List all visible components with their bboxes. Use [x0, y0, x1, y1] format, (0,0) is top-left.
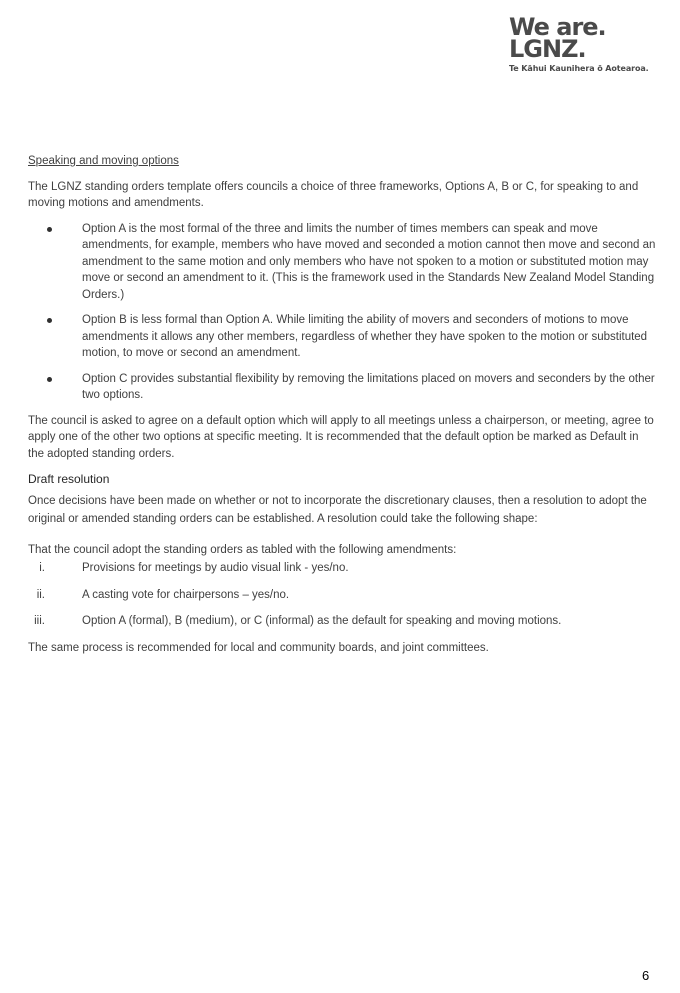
default-option-paragraph: The council is asked to agree on a default option which will apply to all meetings unless a chairperson, or meeting, agree to apply one of the other two options at specific meeting. It is recommended that the default option be marked as Default in the adopted standing orders. [28, 414, 654, 460]
bullet-icon [47, 377, 52, 382]
draft-closing: The same process is recommended for local and community boards, and joint committees. [28, 641, 489, 654]
amendment-number: iii. [34, 615, 45, 627]
draft-resolution-heading: Draft resolution [28, 472, 110, 486]
option-a-bullet [28, 221, 656, 304]
speaking-options-heading: Speaking and moving options [28, 155, 179, 167]
logo-tagline: Te Kāhui Kaunihera ō Aotearoa. [509, 64, 649, 73]
amendments-list [28, 560, 656, 630]
amendment-item [28, 560, 656, 577]
option-b-bullet [28, 312, 656, 362]
option-c-bullet [28, 371, 656, 404]
amendment-number: i. [39, 562, 45, 574]
resolution-lead: That the council adopt the standing orders as tabled with the following amendments: [28, 543, 457, 556]
options-bullet-list [28, 221, 656, 404]
speaking-options-intro: The LGNZ standing orders template offers councils a choice of three frameworks, Options A, B or C, for speaking to and moving motions and amendments. [28, 180, 639, 209]
option-c-text: Option C provides substantial flexibility by removing the limitations placed on movers and seconders by the other two options. [82, 372, 655, 401]
page-number: 6 [642, 968, 650, 983]
amendment-text: A casting vote for chairpersons – yes/no. [82, 588, 290, 601]
document-body [28, 153, 656, 665]
amendment-text: Provisions for meetings by audio visual link - yes/no. [82, 562, 349, 574]
option-a-text: Option A is the most formal of the three and limits the number of times members can speak and move amendments, for example, members who have moved and seconded a motion cannot then move and second an amendment to the same motion and only members who have not spoken to a motion or substituted motion may move or second an amendment to it. (This is the framework used in the Standards New Zealand Model Standing Orders.) [82, 222, 656, 301]
amendment-text: Option A (formal), B (medium), or C (informal) as the default for speaking and moving motions. [82, 615, 562, 627]
lgnz-logo [509, 13, 669, 75]
amendment-item [28, 587, 656, 604]
draft-resolution-intro: Once decisions have been made on whether or not to incorporate the discretionary clauses, then a resolution to adopt the original or amended standing orders can be established. A resolution could take the following shape: [28, 494, 647, 525]
bullet-icon [47, 227, 52, 232]
bullet-icon [47, 318, 52, 323]
option-b-text: Option B is less formal than Option A. While limiting the ability of movers and seconders of motions to move amendments it allows any other members, regardless of whether they have spoken to the motion or substituted motion, to move or second an amendment. [82, 314, 648, 359]
logo-line-1: We are. [509, 13, 606, 41]
amendment-number: ii. [36, 588, 45, 601]
logo-line-2: LGNZ. [509, 35, 586, 63]
amendment-item [28, 613, 656, 630]
